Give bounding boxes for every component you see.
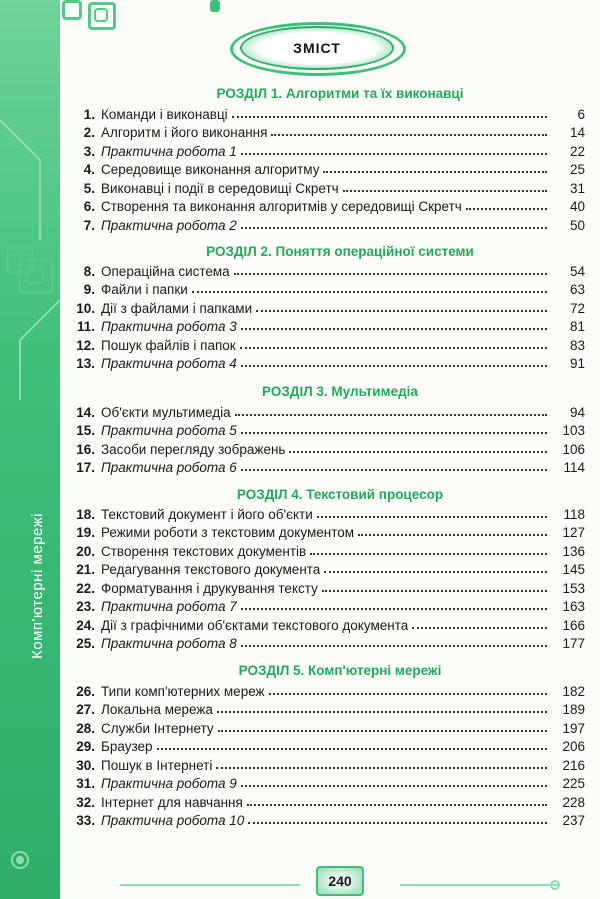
entry-title: Практична робота 7 <box>101 599 237 614</box>
entry-page: 22 <box>569 143 585 159</box>
entry-title: Пошук файлів і папок <box>101 337 236 353</box>
toc-entry[interactable] <box>65 279 585 298</box>
section-heading: РОЗДІЛ 5. Комп'ютерні мережі <box>238 663 442 678</box>
toc-entry[interactable] <box>65 457 585 476</box>
toc-entry[interactable] <box>65 559 585 578</box>
entry-number: 32. <box>76 794 95 810</box>
entry-number: 19. <box>76 525 95 540</box>
entry-page: 177 <box>562 636 585 651</box>
entry-page: 153 <box>562 580 585 596</box>
leader-dots <box>247 803 547 806</box>
toc-entry[interactable] <box>65 420 585 439</box>
entry-page: 166 <box>562 617 585 633</box>
entry-page: 72 <box>569 300 585 316</box>
toc-entry[interactable] <box>65 159 585 178</box>
toc-section-2 <box>65 260 585 371</box>
toc-entry[interactable] <box>65 633 585 652</box>
entry-number: 5. <box>83 180 95 196</box>
leader-dots <box>248 821 547 824</box>
entry-title: Операційна система <box>101 263 230 279</box>
entry-page: 228 <box>562 794 585 810</box>
toc-entry[interactable] <box>65 401 585 420</box>
page-number: 240 <box>316 866 364 896</box>
entry-title: Дії з графічними об'єктами текстового документа <box>101 617 409 633</box>
entry-title: Практична робота 6 <box>101 460 237 475</box>
entry-page: 31 <box>569 180 585 196</box>
entry-page: 14 <box>569 125 585 140</box>
leader-dots <box>256 309 547 312</box>
entry-title: Середовище виконання алгоритму <box>101 162 320 177</box>
leader-dots <box>322 589 547 592</box>
entry-number: 23. <box>76 599 95 614</box>
entry-title: Редагування текстового документа <box>101 562 321 577</box>
leader-dots <box>241 226 547 229</box>
entry-number: 22. <box>76 580 95 596</box>
leader-dots <box>412 626 547 629</box>
entry-page: 114 <box>563 460 585 475</box>
toc-entry[interactable] <box>65 577 585 596</box>
entry-number: 25. <box>76 636 95 651</box>
entry-title: Об'єкти мультимедіа <box>101 404 231 420</box>
entry-page: 91 <box>569 356 585 371</box>
entry-title: Дії з файлами і папками <box>101 300 253 316</box>
sidebar-label: Комп'ютерні мережі <box>29 513 46 660</box>
entry-number: 27. <box>76 702 95 717</box>
toc-entry[interactable] <box>65 754 585 773</box>
entry-number: 8. <box>83 263 95 279</box>
toc-entry[interactable] <box>65 122 585 141</box>
entry-page: 50 <box>569 217 585 233</box>
entry-number: 18. <box>76 506 95 522</box>
entry-page: 216 <box>562 757 585 773</box>
leader-dots <box>310 552 547 555</box>
entry-title: Створення текстових документів <box>101 543 307 559</box>
entry-number: 3. <box>83 143 95 159</box>
entry-page: 197 <box>562 720 585 736</box>
leader-dots <box>271 133 547 136</box>
entry-page: 189 <box>562 702 585 717</box>
entry-page: 225 <box>562 776 585 791</box>
entry-number: 30. <box>76 757 95 773</box>
leader-dots <box>324 570 547 573</box>
leader-dots <box>241 152 547 155</box>
entry-title: Локальна мережа <box>101 702 213 717</box>
entry-title: Файли і папки <box>101 282 188 297</box>
toc-entry[interactable] <box>65 614 585 633</box>
entry-number: 6. <box>83 199 95 214</box>
entry-title: Режими роботи з текстовим документом <box>101 525 355 540</box>
toc-entry[interactable] <box>65 736 585 755</box>
leader-dots <box>269 692 547 695</box>
toc-entry[interactable] <box>65 214 585 233</box>
entry-number: 1. <box>83 106 95 122</box>
entry-page: 127 <box>562 525 585 540</box>
leader-dots <box>241 327 547 330</box>
toc-section-1 <box>65 103 585 233</box>
section-heading: РОЗДІЛ 1. Алгоритми та їх виконавці <box>216 86 464 101</box>
toc-section-4 <box>65 503 585 651</box>
entry-number: 29. <box>76 739 95 754</box>
toc-section-5 <box>65 680 585 828</box>
entry-number: 24. <box>76 617 95 633</box>
leader-dots <box>218 729 547 732</box>
leader-dots <box>235 413 547 416</box>
toc-entry[interactable] <box>65 773 585 792</box>
entry-number: 15. <box>76 423 95 438</box>
toc-entry[interactable] <box>65 810 585 829</box>
entry-page: 163 <box>562 599 585 614</box>
entry-number: 14. <box>76 404 95 420</box>
entry-number: 28. <box>76 720 95 736</box>
entry-title: Браузер <box>101 739 153 754</box>
entry-page: 206 <box>562 739 585 754</box>
entry-page: 81 <box>569 319 585 334</box>
entry-page: 25 <box>569 162 585 177</box>
entry-page: 63 <box>569 282 585 297</box>
entry-number: 9. <box>83 282 95 297</box>
entry-title: Форматування і друкування тексту <box>101 580 318 596</box>
toc-entry[interactable] <box>65 316 585 335</box>
entry-number: 4. <box>83 162 95 177</box>
toc-entry[interactable] <box>65 522 585 541</box>
entry-title: Практична робота 8 <box>101 636 237 651</box>
toc-section-3 <box>65 401 585 475</box>
entry-page: 182 <box>562 683 585 699</box>
page-title: ЗМІСТ <box>240 26 394 70</box>
toc-entry[interactable] <box>65 438 585 457</box>
leader-dots <box>217 710 547 713</box>
leader-dots <box>289 450 547 453</box>
entry-page: 136 <box>562 543 585 559</box>
entry-title: Служби Інтернету <box>101 720 214 736</box>
toc-entry[interactable] <box>65 177 585 196</box>
toc-entry[interactable] <box>65 540 585 559</box>
toc-entry[interactable] <box>65 699 585 718</box>
entry-number: 20. <box>76 543 95 559</box>
entry-number: 33. <box>76 813 95 828</box>
leader-dots <box>157 747 547 750</box>
entry-number: 11. <box>76 319 95 334</box>
leader-dots <box>241 644 547 647</box>
toc-entry[interactable] <box>65 140 585 159</box>
leader-dots <box>232 115 547 118</box>
entry-page: 6 <box>577 106 585 122</box>
toc-entry[interactable] <box>65 503 585 522</box>
entry-title: Створення та виконання алгоритмів у середовищі Скретч <box>101 199 462 214</box>
toc-entry[interactable] <box>65 596 585 615</box>
section-heading: РОЗДІЛ 4. Текстовий процесор <box>236 487 444 502</box>
entry-title: Команди і виконавці <box>101 106 228 122</box>
leader-dots <box>240 346 547 349</box>
toc-entry[interactable] <box>65 103 585 122</box>
entry-title: Практична робота 2 <box>101 217 237 233</box>
entry-page: 83 <box>569 337 585 353</box>
leader-dots <box>192 290 547 293</box>
leader-dots <box>323 170 547 173</box>
entry-title: Практична робота 1 <box>101 143 237 159</box>
entry-title: Алгоритм і його виконання <box>101 125 268 140</box>
leader-dots <box>241 364 547 367</box>
toc-entry[interactable] <box>65 334 585 353</box>
entry-title: Виконавці і події в середовищі Скретч <box>101 180 339 196</box>
entry-title: Практична робота 4 <box>101 356 237 371</box>
section-heading: РОЗДІЛ 2. Поняття операційної системи <box>206 244 474 259</box>
leader-dots <box>343 189 547 192</box>
entry-number: 12. <box>76 337 95 353</box>
leader-dots <box>216 766 547 769</box>
entry-number: 21. <box>76 562 95 577</box>
entry-title: Практична робота 5 <box>101 423 237 438</box>
entry-number: 17. <box>76 460 95 475</box>
entry-page: 118 <box>563 506 585 522</box>
entry-page: 103 <box>562 423 585 438</box>
entry-number: 26. <box>76 683 95 699</box>
entry-page: 40 <box>569 199 585 214</box>
entry-page: 145 <box>562 562 585 577</box>
entry-page: 54 <box>569 263 585 279</box>
toc-entry[interactable] <box>65 717 585 736</box>
entry-page: 237 <box>562 813 585 828</box>
toc-entry[interactable] <box>65 196 585 215</box>
entry-number: 31. <box>76 776 95 791</box>
leader-dots <box>466 207 547 210</box>
entry-number: 10. <box>76 300 95 316</box>
leader-dots <box>241 468 547 471</box>
entry-page: 94 <box>569 404 585 420</box>
entry-title: Практична робота 3 <box>101 319 237 334</box>
entry-title: Типи комп'ютерних мереж <box>101 683 265 699</box>
toc-entry[interactable] <box>65 680 585 699</box>
entry-title: Пошук в Інтернеті <box>101 757 213 773</box>
toc-entry[interactable] <box>65 260 585 279</box>
entry-number: 16. <box>76 441 95 457</box>
leader-dots <box>241 431 547 434</box>
entry-number: 13. <box>76 356 95 371</box>
leader-dots <box>234 272 547 275</box>
entry-title: Засоби перегляду зображень <box>101 441 286 457</box>
entry-number: 7. <box>83 217 95 233</box>
toc-entry[interactable] <box>65 791 585 810</box>
leader-dots <box>241 784 547 787</box>
entry-page: 106 <box>562 441 585 457</box>
leader-dots <box>358 533 547 536</box>
entry-title: Практична робота 10 <box>101 813 245 828</box>
section-heading: РОЗДІЛ 3. Мультимедіа <box>262 384 418 399</box>
toc-entry[interactable] <box>65 297 585 316</box>
toc-entry[interactable] <box>65 353 585 372</box>
entry-title: Практична робота 9 <box>101 776 237 791</box>
leader-dots <box>317 515 547 518</box>
entry-title: Інтернет для навчання <box>101 794 243 810</box>
entry-title: Текстовий документ і його об'єкти <box>101 506 313 522</box>
entry-number: 2. <box>83 125 95 140</box>
leader-dots <box>241 607 547 610</box>
